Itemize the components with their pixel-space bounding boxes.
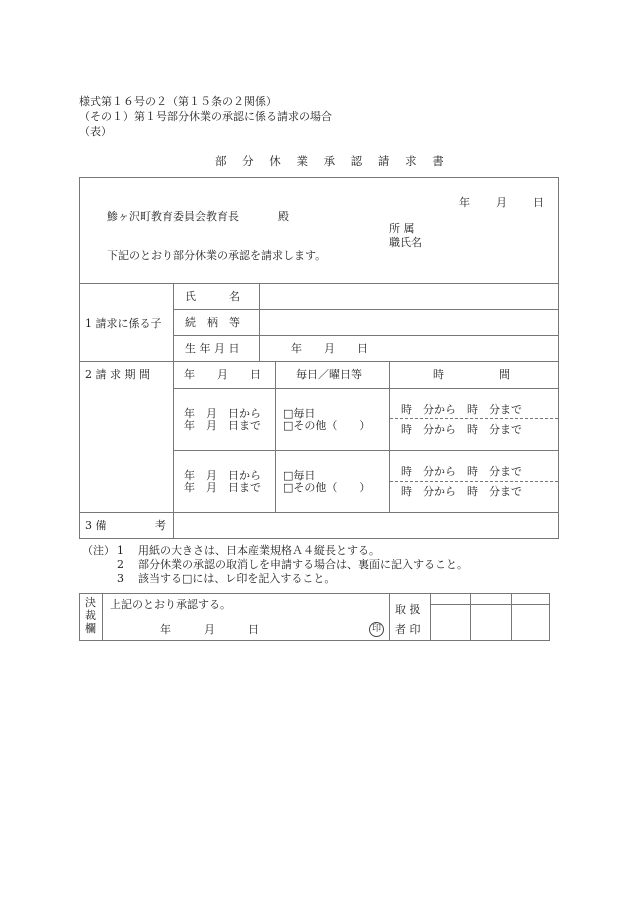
note3-num: 3 — [117, 572, 124, 585]
approval-label-2: 裁 — [85, 609, 96, 622]
approval-label-3: 欄 — [85, 622, 96, 635]
section2-label: 2 請 求 期 間 — [85, 368, 150, 381]
period-frequency-header: 毎日／曜日等 — [296, 368, 362, 381]
approval-date[interactable]: 年 月 日 — [160, 623, 259, 636]
handler-label-2: 者 印 — [395, 623, 421, 636]
remarks-label-end: 考 — [155, 519, 166, 532]
birthdate-field[interactable]: 年 月 日 — [291, 342, 368, 355]
birthdate-label: 生 年 月 日 — [185, 342, 240, 355]
entry1-to[interactable]: 年 月 日まで — [184, 419, 261, 432]
entry2-daily-checkbox[interactable]: □毎日 — [283, 469, 316, 482]
entry1-from[interactable]: 年 月 日から — [184, 407, 261, 420]
note3-text: 該当する□には、レ印を記入すること。 — [138, 572, 336, 585]
period-time-header: 時 間 — [433, 368, 510, 381]
name-label: 職氏名 — [389, 236, 422, 249]
entry1-daily-checkbox[interactable]: □毎日 — [283, 407, 316, 420]
seal-icon: 印 — [369, 622, 384, 637]
date-month: 月 — [496, 196, 507, 209]
section1-label: 1 請求に係る子 — [85, 317, 162, 330]
document-title: 部 分 休 業 承 認 請 求 書 — [215, 154, 450, 168]
approval-label-1: 決 — [85, 596, 96, 609]
notes-prefix: （注） — [82, 544, 115, 557]
date-year: 年 — [459, 196, 470, 209]
remarks-label-start: 3 備 — [85, 519, 107, 532]
date-day: 日 — [533, 196, 544, 209]
entry2-from[interactable]: 年 月 日から — [184, 469, 261, 482]
child-name-label: 氏 名 — [185, 290, 240, 303]
child-name-field[interactable] — [262, 285, 556, 307]
relationship-label: 続 柄 等 — [185, 316, 240, 329]
addressee: 鯵ヶ沢町教育委員会教育長 — [107, 210, 239, 223]
entry2-time2[interactable]: 時 分から 時 分まで — [401, 485, 522, 498]
entry2-other-checkbox[interactable]: □その他（ ） — [283, 481, 371, 494]
relationship-field[interactable] — [262, 311, 556, 333]
entry1-other-checkbox[interactable]: □その他（ ） — [283, 419, 371, 432]
note1-num: 1 — [117, 544, 124, 557]
request-statement: 下記のとおり部分休業の承認を請求します。 — [107, 249, 327, 262]
honorific: 殿 — [278, 210, 289, 223]
remarks-field[interactable] — [176, 514, 556, 536]
period-date-header: 年 月 日 — [184, 368, 261, 381]
form-subtitle: （その１）第１号部分休業の承認に係る請求の場合 — [79, 110, 332, 123]
note1-text: 用紙の大きさは、日本産業規格Ａ４縦長とする。 — [138, 544, 380, 557]
affiliation-label: 所 属 — [389, 222, 415, 235]
entry2-time1[interactable]: 時 分から 時 分まで — [401, 465, 522, 478]
entry1-time2[interactable]: 時 分から 時 分まで — [401, 423, 522, 436]
approval-statement: 上記のとおり承認する。 — [110, 598, 231, 611]
entry1-time1[interactable]: 時 分から 時 分まで — [401, 403, 522, 416]
form-number: 様式第１６号の２（第１５条の２関係） — [79, 95, 277, 108]
form-side-label: （表） — [79, 125, 112, 138]
entry2-to[interactable]: 年 月 日まで — [184, 481, 261, 494]
note2-num: 2 — [117, 558, 124, 571]
handler-label-1: 取 扱 — [395, 603, 421, 616]
note2-text: 部分休業の承認の取消しを申請する場合は、裏面に記入すること。 — [138, 558, 468, 571]
